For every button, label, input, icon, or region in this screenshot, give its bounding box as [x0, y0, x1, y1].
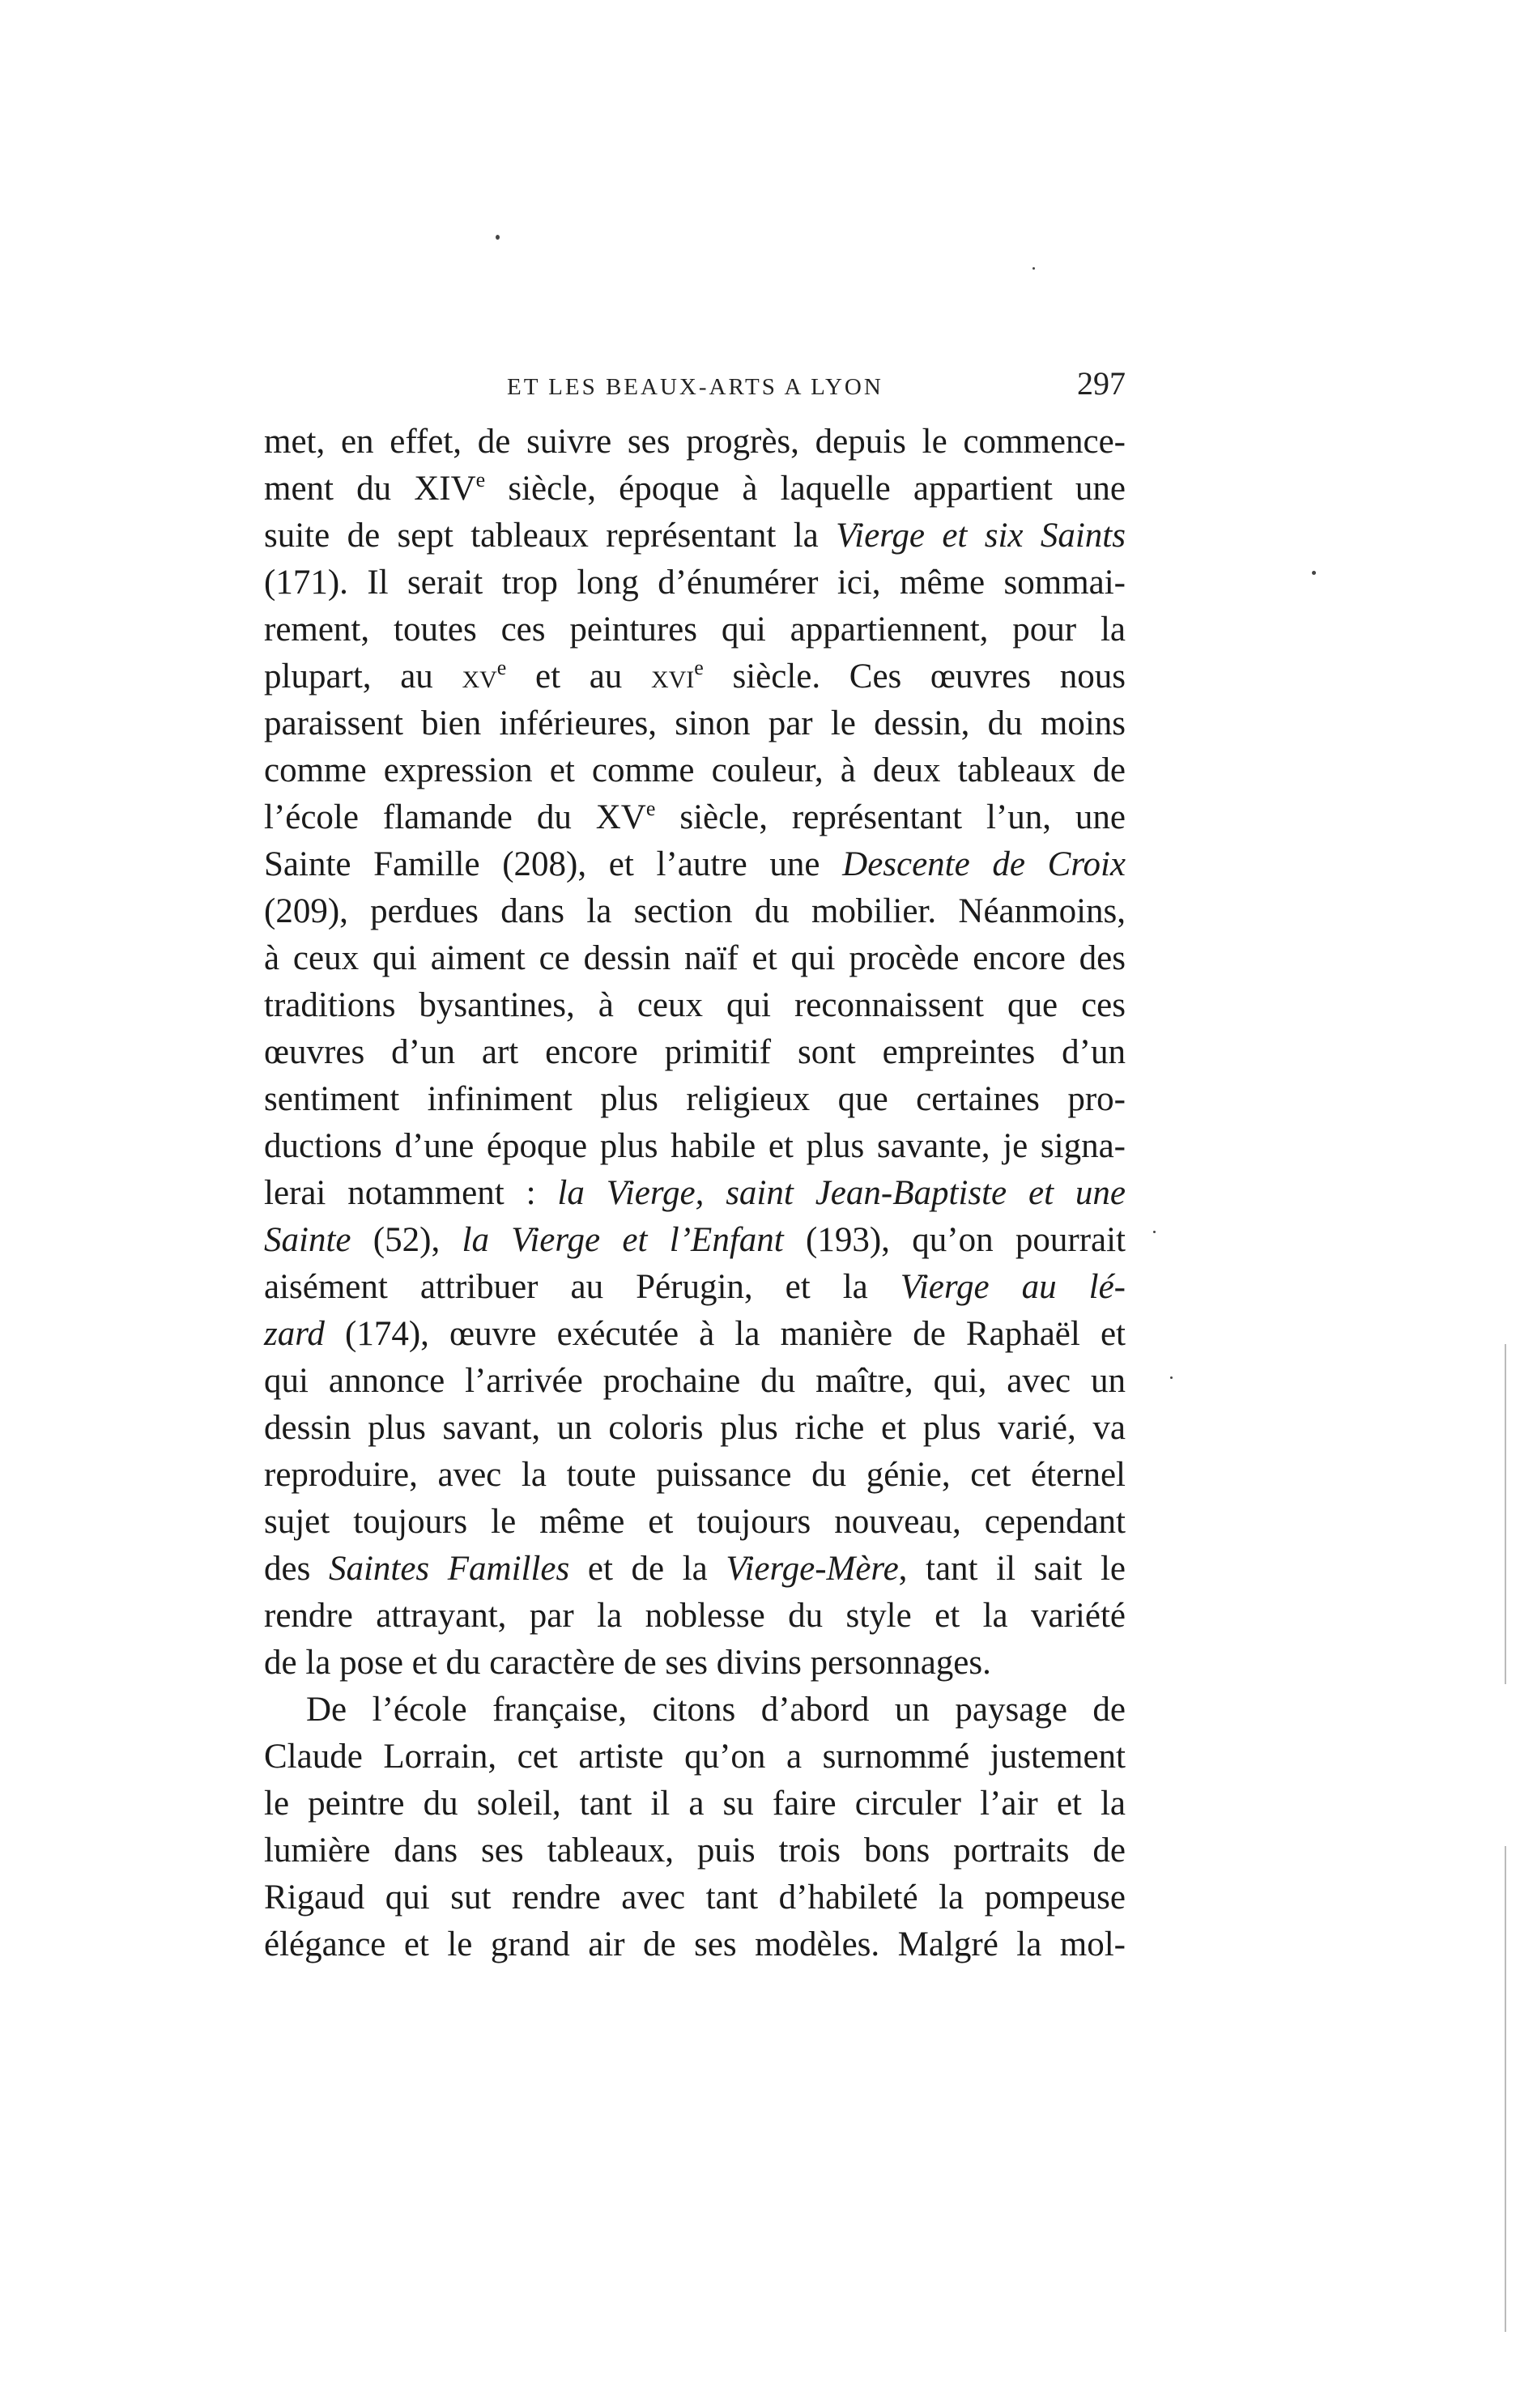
- text-segment: des: [264, 1550, 329, 1588]
- scan-edge-line: [1505, 1344, 1506, 1684]
- text-segment: (171). Il serait trop long d’énumérer ici, même sommai-: [264, 564, 1126, 602]
- text-line: [264, 1640, 1126, 1687]
- text-line: [264, 1687, 1126, 1734]
- superscript: e: [475, 468, 486, 491]
- text-line: [264, 982, 1126, 1029]
- text-segment: met, en effet, de suivre ses progrès, depuis le commence-: [264, 423, 1126, 461]
- text-segment: , tant il sait le: [898, 1550, 1126, 1588]
- text-segment: siècle. Ces œuvres nous: [703, 657, 1126, 696]
- text-segment: lumière dans ses tableaux, puis trois bons portraits de: [264, 1832, 1126, 1870]
- italic-text: Saintes Familles: [328, 1550, 570, 1588]
- text-segment: rendre attrayant, par la noblesse du style et la variété: [264, 1597, 1126, 1635]
- text-segment: xv: [462, 657, 497, 696]
- text-line: [264, 1311, 1126, 1358]
- text-line: [264, 888, 1126, 935]
- text-segment: qui annonce l’arrivée prochaine du maître, qui, avec un: [264, 1362, 1126, 1400]
- text-segment: de la pose et du caractère de ses divins personnages.: [264, 1644, 991, 1682]
- text-line: [264, 1827, 1126, 1874]
- text-segment: reproduire, avec la toute puissance du génie, cet éternel: [264, 1456, 1126, 1494]
- text-segment: et au: [506, 657, 651, 696]
- italic-text: la Vierge et l’Enfant: [462, 1221, 784, 1259]
- italic-text: Vierge au lé-: [900, 1268, 1126, 1306]
- page-number: 297: [1077, 365, 1126, 402]
- italic-text: zard: [264, 1315, 325, 1353]
- text-segment: Claude Lorrain, cet artiste qu’on a surnommé justement: [264, 1738, 1126, 1776]
- text-line: [264, 1874, 1126, 1921]
- text-segment: sentiment infiniment plus religieux que certaines pro-: [264, 1080, 1126, 1118]
- text-segment: plupart, au: [264, 657, 462, 696]
- text-segment: xvi: [650, 657, 695, 696]
- text-segment: comme expression et comme couleur, à deux tableaux de: [264, 751, 1126, 789]
- text-line: [264, 513, 1126, 559]
- scan-edge-line: [1505, 1846, 1506, 2332]
- text-line: [264, 1217, 1126, 1264]
- page-header: [264, 361, 1126, 410]
- body-text: [264, 419, 1126, 1968]
- text-segment: (174), œuvre exécutée à la manière de Raphaël et: [324, 1315, 1126, 1353]
- text-segment: (52),: [351, 1221, 462, 1259]
- text-segment: suite de sept tableaux représentant la: [264, 517, 837, 555]
- scan-speck: [1170, 1376, 1173, 1379]
- italic-text: Sainte: [264, 1221, 351, 1259]
- text-segment: ductions d’une époque plus habile et plus savante, je signa-: [264, 1127, 1126, 1165]
- scan-speck: [1153, 1231, 1156, 1233]
- text-segment: élégance et le grand air de ses modèles. Malgré la mol-: [264, 1925, 1126, 1963]
- text-segment: rement, toutes ces peintures qui appartiennent, pour la: [264, 611, 1126, 649]
- text-segment: œuvres d’un art encore primitif sont empreintes d’un: [264, 1033, 1126, 1071]
- text-segment: Rigaud qui sut rendre avec tant d’habileté la pompeuse: [264, 1878, 1126, 1917]
- italic-text: Descente de Croix: [842, 845, 1126, 883]
- text-line: [264, 559, 1126, 606]
- text-segment: siècle, représentant l’un, une: [655, 798, 1126, 836]
- text-segment: (193), qu’on pourrait: [783, 1221, 1126, 1259]
- text-line: [264, 1780, 1126, 1827]
- text-segment: ment du XIV: [264, 470, 476, 508]
- text-segment: traditions bysantines, à ceux qui reconnaissent que ces: [264, 986, 1126, 1024]
- text-line: [264, 1452, 1126, 1499]
- text-line: [264, 1358, 1126, 1405]
- scan-speck: [496, 235, 500, 240]
- italic-text: la Vierge, saint Jean-Baptiste et une: [557, 1174, 1126, 1212]
- text-segment: à ceux qui aiment ce dessin naïf et qui procède encore des: [264, 939, 1126, 977]
- text-segment: Sainte Famille (208), et l’autre une: [264, 845, 843, 883]
- text-line: [264, 747, 1126, 794]
- text-segment: aisément attribuer au Pérugin, et la: [264, 1268, 901, 1306]
- text-segment: lerai notamment :: [264, 1174, 558, 1212]
- italic-text: Vierge et six Saints: [836, 517, 1126, 555]
- text-line: [264, 700, 1126, 747]
- text-line: [264, 1921, 1126, 1968]
- text-segment: De l’école française, citons d’abord un paysage de: [306, 1691, 1126, 1729]
- text-line: [264, 1734, 1126, 1780]
- superscript: e: [694, 656, 704, 679]
- superscript: e: [645, 797, 656, 820]
- text-line: [264, 606, 1126, 653]
- text-segment: et de la: [569, 1550, 726, 1588]
- text-line: [264, 794, 1126, 841]
- scan-speck: [1312, 571, 1316, 575]
- text-segment: paraissent bien inférieures, sinon par le dessin, du moins: [264, 704, 1126, 742]
- text-line: [264, 1546, 1126, 1593]
- text-segment: l’école flamande du XV: [264, 798, 646, 836]
- scan-speck: [1032, 267, 1035, 270]
- text-segment: sujet toujours le même et toujours nouveau, cependant: [264, 1503, 1126, 1541]
- text-line: [264, 1123, 1126, 1170]
- text-segment: le peintre du soleil, tant il a su faire circuler l’air et la: [264, 1785, 1126, 1823]
- text-line: [264, 841, 1126, 888]
- running-title: ET LES BEAUX-ARTS A LYON: [507, 374, 883, 400]
- text-line: [264, 1170, 1126, 1217]
- text-line: [264, 935, 1126, 982]
- text-line: [264, 1405, 1126, 1452]
- text-line: [264, 1499, 1126, 1546]
- superscript: e: [496, 656, 507, 679]
- text-line: [264, 419, 1126, 466]
- text-line: [264, 1076, 1126, 1123]
- text-line: [264, 1264, 1126, 1311]
- text-line: [264, 653, 1126, 700]
- text-segment: dessin plus savant, un coloris plus riche et plus varié, va: [264, 1409, 1126, 1447]
- italic-text: Vierge-Mère: [726, 1550, 899, 1588]
- text-segment: (209), perdues dans la section du mobilier. Néanmoins,: [264, 892, 1126, 930]
- text-line: [264, 1593, 1126, 1640]
- text-line: [264, 1029, 1126, 1076]
- text-line: [264, 466, 1126, 513]
- text-segment: siècle, époque à laquelle appartient une: [485, 470, 1126, 508]
